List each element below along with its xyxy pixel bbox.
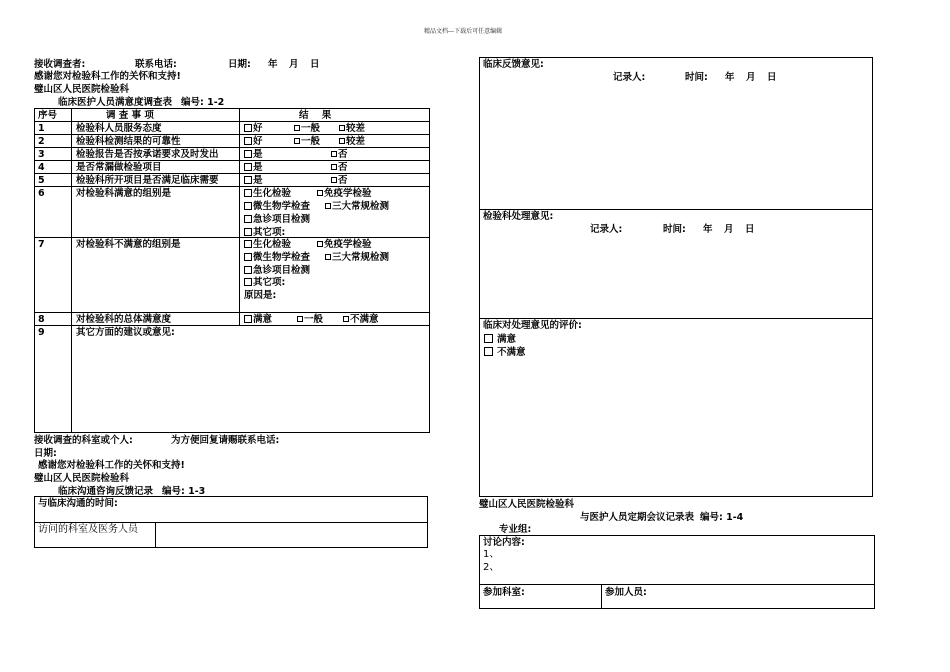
option-label: 三大常规检测 (332, 252, 390, 263)
option-label: 生化检验 (253, 239, 292, 250)
option-poor[interactable] (339, 137, 365, 147)
option-label: 一般 (304, 314, 324, 325)
receiver-label: 接收调查者: (34, 59, 86, 70)
option-routine[interactable] (325, 253, 389, 263)
option-label: 生化检验 (253, 188, 292, 199)
meeting-record-table (479, 535, 875, 609)
option-average[interactable] (294, 137, 320, 147)
option-label: 满意 (497, 334, 517, 345)
form-title: 与医护人员定期会议记录表 (580, 512, 695, 523)
option-label: 满意 (253, 314, 273, 325)
checkbox-icon (244, 215, 252, 223)
participants-label: 参加人员: (605, 587, 647, 598)
option-label: 免疫学检验 (324, 239, 372, 250)
option-label: 较差 (346, 123, 366, 134)
checkbox-icon (244, 228, 252, 236)
checkbox-icon (244, 315, 252, 323)
option-label: 不满意 (497, 347, 526, 358)
thanks-text: 感谢您对检验科工作的关怀和支持! (38, 460, 185, 471)
option-emergency[interactable] (244, 215, 310, 225)
option-label: 急诊项目检测 (253, 265, 311, 276)
row-item: 检验科检测结果的可靠性 (76, 136, 181, 147)
checkbox-icon (244, 189, 252, 197)
checkbox-icon (244, 137, 252, 145)
checkbox-icon (244, 163, 252, 171)
checkbox-icon (317, 241, 323, 247)
option-other[interactable] (244, 228, 285, 238)
org-name: 璧山区人民医院检验科 (479, 499, 575, 510)
divider (479, 209, 873, 210)
checkbox-icon (484, 334, 493, 343)
option-label: 一般 (301, 136, 321, 147)
checkbox-icon (294, 125, 300, 131)
option-label: 三大常规检测 (332, 201, 390, 212)
checkbox-icon (244, 278, 252, 286)
option-label: 其它项: (253, 227, 286, 238)
divider (601, 584, 602, 609)
option-micro[interactable] (244, 253, 310, 263)
recorder-label: 记录人: (590, 224, 623, 235)
checkbox-icon (343, 316, 349, 322)
day-label: 日 (310, 59, 320, 70)
clinical-feedback-label: 临床反馈意见: (483, 59, 544, 70)
option-label: 微生物学检查 (253, 252, 311, 263)
row-item: 检验报告是否按承诺要求及时发出 (76, 149, 219, 160)
divider (34, 160, 430, 161)
checkbox-icon (294, 138, 300, 144)
phone-label: 联系电话: (135, 59, 177, 70)
option-label: 是 (253, 175, 263, 186)
checkbox-icon (339, 138, 345, 144)
checkbox-icon (339, 125, 345, 131)
checkbox-icon (325, 254, 331, 260)
option-poor[interactable] (339, 124, 365, 134)
year-label: 年 (725, 72, 735, 83)
option-yes[interactable] (244, 176, 263, 186)
month-label: 月 (289, 59, 299, 70)
option-no[interactable] (331, 150, 348, 160)
row-no: 3 (38, 149, 45, 160)
divider (34, 237, 430, 238)
option-no[interactable] (331, 176, 348, 186)
divider (239, 108, 240, 326)
option-label: 急诊项目检测 (253, 214, 311, 225)
row-item: 是否常漏做检验项目 (76, 162, 162, 173)
checkbox-icon (484, 347, 493, 356)
option-label: 免疫学检验 (324, 188, 372, 199)
option-yes[interactable] (244, 150, 263, 160)
option-yes[interactable] (244, 163, 263, 173)
option-label: 否 (338, 149, 348, 160)
year-label: 年 (268, 59, 278, 70)
row-item: 检验科所开项目是否满足临床需要 (76, 175, 219, 186)
visited-dept-label: 访问的科室及医务人员 (38, 524, 138, 535)
org-name: 璧山区人民医院检验科 (34, 473, 130, 484)
checkbox-icon (331, 164, 337, 170)
discussion-label: 讨论内容: (483, 537, 525, 548)
day-label: 日 (767, 72, 777, 83)
form-code: 编号: 1-4 (700, 512, 744, 523)
checkbox-icon (244, 253, 252, 261)
option-label: 微生物学检查 (253, 201, 311, 212)
form-title: 临床医护人员满意度调查表 (58, 97, 173, 108)
checkbox-icon (244, 124, 252, 132)
row-no: 7 (38, 239, 45, 250)
row-no: 9 (38, 327, 45, 338)
divider (34, 312, 430, 313)
divider (155, 522, 156, 548)
date-label: 日期: (228, 59, 251, 70)
option-label: 一般 (301, 123, 321, 134)
divider (34, 186, 430, 187)
divider (34, 121, 430, 122)
option-unsatisfied[interactable] (484, 347, 526, 358)
row-item: 其它方面的建议或意见: (76, 327, 175, 338)
feedback-box (479, 57, 873, 497)
header-no: 序号 (38, 110, 58, 121)
form-title: 临床沟通咨询反馈记录 (58, 486, 154, 497)
year-label: 年 (703, 224, 713, 235)
checkbox-icon (244, 176, 252, 184)
option-routine[interactable] (325, 202, 389, 212)
header-result: 结 果 (299, 110, 332, 121)
time-label: 时间: (685, 72, 708, 83)
time-label: 时间: (663, 224, 686, 235)
option-emergency[interactable] (244, 266, 310, 276)
divider (34, 173, 430, 174)
reply-phone-label: 为方便回复请赐联系电话: (171, 435, 280, 446)
header-note: 精品文档---下载后可任意编辑 (424, 28, 503, 35)
lab-handling-label: 检验科处理意见: (483, 211, 554, 222)
option-label: 好 (253, 123, 263, 134)
row-item: 对检验科不满意的组别是 (76, 239, 181, 250)
option-biochem[interactable] (244, 189, 291, 199)
checkbox-icon (244, 150, 252, 158)
checkbox-icon (317, 190, 323, 196)
option-label: 是 (253, 149, 263, 160)
row-item: 检验科人员服务态度 (76, 123, 162, 134)
option-unsatisfied[interactable] (343, 315, 379, 325)
recorder-label: 记录人: (613, 72, 646, 83)
option-immuno[interactable] (317, 189, 372, 199)
divider (71, 108, 72, 433)
row-no: 1 (38, 123, 45, 134)
option-good[interactable] (244, 124, 263, 134)
option-micro[interactable] (244, 202, 310, 212)
row-no: 2 (38, 136, 45, 147)
org-name: 璧山区人民医院检验科 (34, 84, 130, 95)
group-label: 专业组: (499, 524, 532, 535)
divider (479, 584, 875, 585)
option-satisfied[interactable] (244, 315, 272, 325)
option-label: 其它项: (253, 277, 286, 288)
discussion-item: 1、 (483, 549, 500, 560)
checkbox-icon (331, 177, 337, 183)
row-no: 8 (38, 314, 45, 325)
option-good[interactable] (244, 137, 263, 147)
form-code: 编号: 1-3 (162, 486, 206, 497)
reason-label: 原因是: (244, 290, 277, 301)
option-immuno[interactable] (317, 240, 372, 250)
month-label: 月 (724, 224, 734, 235)
header-item: 调 查 事 项 (106, 110, 154, 121)
option-average[interactable] (297, 315, 323, 325)
discussion-item: 2、 (483, 562, 500, 573)
option-other[interactable] (244, 278, 285, 288)
checkbox-icon (244, 240, 252, 248)
option-label: 较差 (346, 136, 366, 147)
option-satisfied[interactable] (484, 334, 516, 345)
month-label: 月 (746, 72, 756, 83)
row-item: 对检验科的总体满意度 (76, 314, 172, 325)
form-code: 编号: 1-2 (181, 97, 225, 108)
divider (34, 522, 428, 523)
participating-dept-label: 参加科室: (483, 587, 525, 598)
option-label: 好 (253, 136, 263, 147)
checkbox-icon (244, 202, 252, 210)
option-average[interactable] (294, 124, 320, 134)
divider (479, 318, 873, 319)
option-label: 否 (338, 162, 348, 173)
option-no[interactable] (331, 163, 348, 173)
row-no: 5 (38, 175, 45, 186)
checkbox-icon (331, 151, 337, 157)
option-biochem[interactable] (244, 240, 291, 250)
dept-label: 接收调查的科室或个人: (34, 435, 133, 446)
option-label: 否 (338, 175, 348, 186)
thanks-text: 感谢您对检验科工作的关怀和支持! (34, 71, 181, 82)
option-label: 是 (253, 162, 263, 173)
divider (34, 147, 430, 148)
checkbox-icon (297, 316, 303, 322)
divider (34, 325, 430, 326)
row-item: 对检验科满意的组别是 (76, 188, 172, 199)
row-no: 4 (38, 162, 45, 173)
day-label: 日 (745, 224, 755, 235)
contact-time-label: 与临床沟通的时间: (38, 498, 118, 509)
row-no: 6 (38, 188, 45, 199)
date-label: 日期: (34, 448, 57, 459)
evaluation-label: 临床对处理意见的评价: (483, 320, 582, 331)
checkbox-icon (244, 266, 252, 274)
option-label: 不满意 (350, 314, 379, 325)
divider (34, 134, 430, 135)
checkbox-icon (325, 203, 331, 209)
